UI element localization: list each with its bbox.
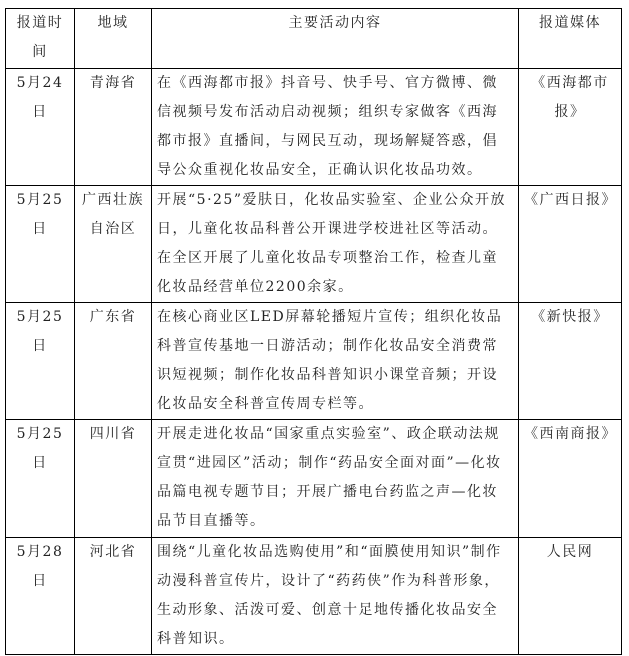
cell-region: 广西壮族自治区: [75, 186, 152, 303]
table-row: [6, 538, 622, 655]
cell-region: 青海省: [75, 69, 152, 186]
cell-content: 开展“5·25”爱肤日，化妆品实验室、企业公众开放日，儿童化妆品科普公开课进学校进社区等活动。在全区开展了儿童化妆品专项整治工作，检查儿童化妆品经营单位2200余家。: [152, 186, 519, 303]
cell-media: 人民网: [519, 538, 622, 655]
cell-content: 开展走进化妆品“国家重点实验室”、政企联动法规宣贯“进园区”活动；制作“药品安全面对面”—化妆品篇电视专题节目；开展广播电台药监之声—化妆品节目直播等。: [152, 420, 519, 538]
cell-date: 5月25日: [6, 186, 75, 303]
table-header-row: [6, 9, 622, 69]
header-region: 地域: [75, 9, 152, 69]
cell-date: 5月25日: [6, 420, 75, 538]
cell-region: 四川省: [75, 420, 152, 538]
header-main-activities: 主要活动内容: [152, 9, 519, 69]
cell-content: 在《西海都市报》抖音号、快手号、官方微博、微信视频号发布活动启动视频；组织专家做客《西海都市报》直播间，与网民互动，现场解疑答惑，倡导公众重视化妆品安全，正确认识化妆品功效。: [152, 69, 519, 186]
cell-region: 广东省: [75, 303, 152, 420]
table-row: [6, 69, 622, 186]
cell-media: 《新快报》: [519, 303, 622, 420]
header-report-time: 报道时间: [6, 9, 75, 69]
cell-media: 《西南商报》: [519, 420, 622, 538]
cell-date: 5月28日: [6, 538, 75, 655]
cell-content: 在核心商业区LED屏幕轮播短片宣传；组织化妆品科普宣传基地一日游活动；制作化妆品安全消费常识短视频；制作化妆品科普知识小课堂音频；开设化妆品安全科普宣传周专栏等。: [152, 303, 519, 420]
table-row: [6, 186, 622, 303]
cell-media: 《西海都市报》: [519, 69, 622, 186]
table-row: [6, 303, 622, 420]
cell-content: 围绕“儿童化妆品选购使用”和“面膜使用知识”制作动漫科普宣传片，设计了“药药侠”作为科普形象，生动形象、活泼可爱、创意十足地传播化妆品安全科普知识。: [152, 538, 519, 655]
cell-date: 5月24日: [6, 69, 75, 186]
cell-region: 河北省: [75, 538, 152, 655]
table-row: [6, 420, 622, 538]
cell-date: 5月25日: [6, 303, 75, 420]
cell-media: 《广西日报》: [519, 186, 622, 303]
header-media: 报道媒体: [519, 9, 622, 69]
activity-report-table: [5, 8, 622, 655]
